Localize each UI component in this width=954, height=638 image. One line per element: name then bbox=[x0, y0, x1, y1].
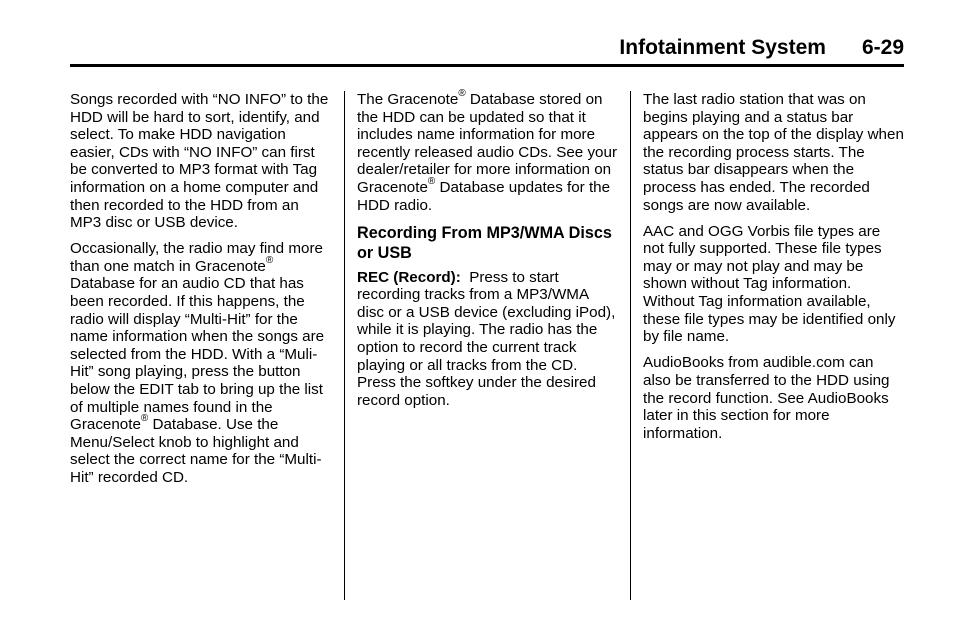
paragraph: AudioBooks from audible.com can also be transferred to the HDD using the record function. See AudioBooks later in this section for more information. bbox=[643, 354, 890, 442]
paragraph: The last radio station that was on begins playing and a status bar appears on the top of the display when the recording process starts. The status bar disappears when the process has ended. The recorded songs are now available. bbox=[643, 91, 904, 214]
column-divider bbox=[344, 91, 345, 600]
registered-mark: ® bbox=[427, 175, 436, 187]
paragraph: Songs recorded with “NO INFO” to the HDD will be hard to sort, identify, and select. To make HDD navigation easier, CDs with “NO INFO” can first be converted to MP3 format with Tag information on a home computer and then recorded to the HDD from an MP3 disc or USB device. bbox=[70, 91, 329, 232]
page-header bbox=[619, 36, 904, 60]
page-number: 6-29 bbox=[861, 36, 904, 59]
column-divider bbox=[630, 91, 631, 600]
paragraph: The Gracenote® Database stored on the HDD can be updated so that it includes name information for more recently released audio CDs. See your dealer/retailer for more information on Gracenote® Database updates for the HDD radio. bbox=[357, 87, 618, 214]
column-left bbox=[70, 91, 332, 495]
registered-mark: ® bbox=[140, 413, 149, 425]
paragraph: AAC and OGG Vorbis file types are not fully supported. These file types may or may not play and may be shown without Tag information. Without Tag information available, these file types may be identified only by file name. bbox=[643, 222, 896, 346]
registered-mark: ® bbox=[265, 254, 274, 266]
term-label: REC (Record): bbox=[357, 268, 461, 286]
registered-mark: ® bbox=[458, 87, 466, 99]
column-right bbox=[643, 91, 905, 451]
column-middle bbox=[357, 87, 620, 418]
paragraph: Occasionally, the radio may find more than one match in Gracenote® Database for an audio CD that has been recorded. If this happens, the radio will display “Multi-Hit” for the name information when the songs are selected from the HDD. With a “Muli-Hit” song playing, press the button below the EDIT tab to bring up the list of multiple names found in the Gracenote® Database. Use the Menu/Select knob to highlight and select the correct name for the “Multi-Hit” recorded CD. bbox=[70, 240, 325, 486]
section-heading: Recording From MP3/WMA Discs or USB bbox=[357, 223, 612, 262]
section-title: Infotainment System bbox=[619, 36, 826, 59]
paragraph: REC (Record): Press to start recording tracks from a MP3/WMA disc or a USB device (excluding iPod), while it is playing. The radio has the option to record the current track playing or all tracks from the CD. Press the softkey under the desired record option. bbox=[357, 268, 620, 409]
header-rule bbox=[70, 64, 904, 67]
